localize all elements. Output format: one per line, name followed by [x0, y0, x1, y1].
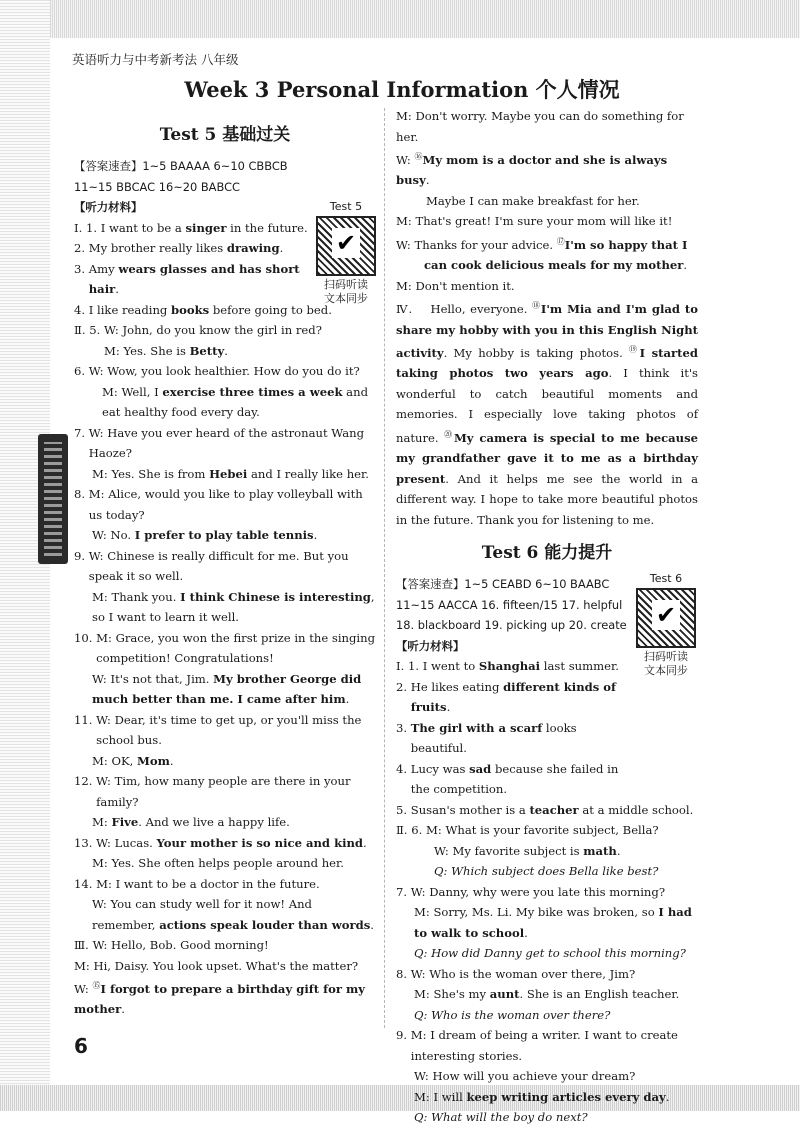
passage: Ⅳ. Hello, everyone. ⑱I'm Mia and I'm glad to share my hobby with you in this English Night activity. My hobby is taking photos. ⑲I started taking photos two years ago. I think it's wonderful to catch beautiful moments and memories. I especially love taking photos of nature. ⑳My camera is special to me because my grandfather gave it to me as a birthday present. And it helps me see the world in a different way. I hope to take more beautiful photos in the future. Thank you for listening to me. [396, 301, 699, 527]
list-item: 7. W: Have you ever heard of the astronaut Wang Haoze? [74, 425, 365, 460]
dialogue-line: M: She's my aunt. She is an English teacher. [414, 987, 680, 1002]
list-item: 2. My brother really likes drawing. [74, 241, 284, 255]
list-item: Ⅲ. W: Hello, Bob. Good morning! [74, 938, 269, 952]
dialogue-line: M: Don't worry. Maybe you can do something for her. [396, 109, 684, 144]
test5-answer-line1: 【答案速查】1~5 BAAAA 6~10 CBBCB [74, 159, 288, 173]
dialogue-line: M: Don't mention it. [396, 278, 515, 293]
scan-edge-top [0, 0, 800, 38]
question-line: Q: Which subject does Bella like best? [434, 864, 659, 879]
dialogue-line: W: ⑯My mom is a doctor and she is always busy. [396, 152, 668, 188]
list-item: 4. Lucy was sad because she failed in the competition. [396, 761, 619, 797]
qr-caption: 文本同步 [324, 292, 368, 305]
test5-qr-code[interactable] [316, 200, 376, 306]
dialogue-line: M: OK, Mom. [92, 753, 174, 768]
list-item: 2. He likes eating different kinds of fruits. [396, 679, 617, 715]
dialogue-line: M: Yes. She often helps people around her. [92, 856, 344, 870]
list-item: 14. M: I want to be a doctor in the future. [74, 876, 320, 891]
dialogue-line: M: Well, I exercise three times a week and eat healthy food every day. [102, 384, 368, 419]
qr-caption: 扫码听读 [324, 278, 368, 291]
qr-code-icon [636, 588, 696, 648]
list-item: 3. Amy wears glasses and has short hair. [74, 261, 300, 296]
test6-qr-label: Test 6 [649, 572, 683, 585]
test6-answer-line2: 11~15 AACCA 16. fifteen/15 17. helpful [396, 597, 623, 612]
list-item: 13. W: Lucas. Your mother is so nice and kind. [74, 835, 367, 850]
list-item: 6. W: Wow, you look healthier. How do you do it? [74, 364, 360, 378]
list-item: 12. W: Tim, how many people are there in your family? [74, 774, 351, 809]
test5-material-heading: 【听力材料】 [74, 200, 143, 214]
test5-answer-line2: 11~15 BBCAC 16~20 BABCC [74, 179, 240, 194]
test6-title: Test 6 能力提升 [481, 543, 613, 564]
dialogue-line: W: My favorite subject is math. [434, 843, 621, 858]
test6-qr-code[interactable] [636, 572, 696, 678]
page-number: 6 [74, 1034, 88, 1058]
list-item: Ⅰ. 1. I went to Shanghai last summer. [396, 659, 619, 674]
question-line: Q: How did Danny get to school this morning? [414, 946, 686, 961]
list-item: 9. W: Chinese is really difficult for me. But you speak it so well. [74, 548, 349, 583]
test5-title: Test 5 基础过关 [159, 125, 291, 145]
list-item: 3. The girl with a scarf looks beautiful. [396, 720, 577, 756]
list-item: 11. W: Dear, it's time to get up, or you'll miss the school bus. [74, 712, 362, 747]
test5-qr-label: Test 5 [329, 200, 363, 213]
qr-caption: 文本同步 [644, 664, 688, 677]
list-item: Ⅰ. 1. I want to be a singer in the future. [74, 220, 308, 235]
dialogue-line: W: You can study well for it now! And remember, actions speak louder than words. [92, 897, 374, 932]
question-line: Q: Who is the woman over there? [414, 1007, 611, 1022]
column-divider [384, 108, 385, 1028]
test6-material-heading: 【听力材料】 [396, 638, 465, 653]
test6-answer-line3: 18. blackboard 19. picking up 20. create [396, 618, 627, 633]
qr-caption: 扫码听读 [644, 650, 688, 663]
list-item: 4. I like reading books before going to bed. [74, 302, 332, 317]
dialogue-line: W: Thanks for your advice. ⑰I'm so happy that I can cook delicious meals for my mother. [396, 236, 688, 273]
list-item: 8. W: Who is the woman over there, Jim? [396, 966, 636, 981]
list-item: Ⅱ. 6. M: What is your favorite subject, Bella? [396, 823, 659, 838]
list-item: 9. M: I dream of being a writer. I want to create interesting stories. [396, 1028, 678, 1063]
dialogue-line: W: No. I prefer to play table tennis. [92, 528, 318, 542]
test6-answer-line1: 【答案速查】1~5 CEABD 6~10 BAABC [396, 577, 610, 592]
qr-code-icon [316, 216, 376, 276]
dialogue-line: M: Five. And we live a happy life. [92, 815, 290, 829]
dialogue-line: M: I will keep writing articles every day. [414, 1089, 670, 1104]
side-tab-marker [38, 434, 68, 564]
list-item: 5. Susan's mother is a teacher at a middle school. [396, 802, 694, 817]
dialogue-line: M: Sorry, Ms. Li. My bike was broken, so I had to walk to school. [414, 905, 692, 940]
list-item: 8. M: Alice, would you like to play volleyball with us today? [74, 487, 363, 522]
dialogue-line: W: How will you achieve your dream? [414, 1069, 636, 1084]
list-item: 7. W: Danny, why were you late this morning? [396, 884, 666, 899]
book-series-header: 英语听力与中考新考法 八年级 [72, 52, 239, 67]
dialogue-line: M: That's great! I'm sure your mom will like it! [396, 214, 673, 229]
dialogue-line: W: It's not that, Jim. My brother George did much better than me. I came after him. [92, 671, 362, 706]
question-line: Q: What will the boy do next? [414, 1110, 588, 1125]
dialogue-line: M: Yes. She is from Hebei and I really like her. [92, 466, 369, 481]
dialogue-line: M: Yes. She is Betty. [104, 343, 228, 358]
list-item: Ⅱ. 5. W: John, do you know the girl in red? [74, 323, 322, 337]
dialogue-line: Maybe I can make breakfast for her. [426, 193, 640, 208]
page-title: Week 3 Personal Information 个人情况 [184, 77, 620, 102]
dialogue-line: M: Hi, Daisy. You look upset. What's the matter? [74, 958, 359, 973]
dialogue-line: W: ⑮I forgot to prepare a birthday gift for my mother. [74, 981, 365, 1017]
dialogue-line: M: Thank you. I think Chinese is interesting, so I want to learn it well. [92, 589, 375, 624]
list-item: 10. M: Grace, you won the first prize in the singing competition! Congratulations! [74, 630, 376, 665]
